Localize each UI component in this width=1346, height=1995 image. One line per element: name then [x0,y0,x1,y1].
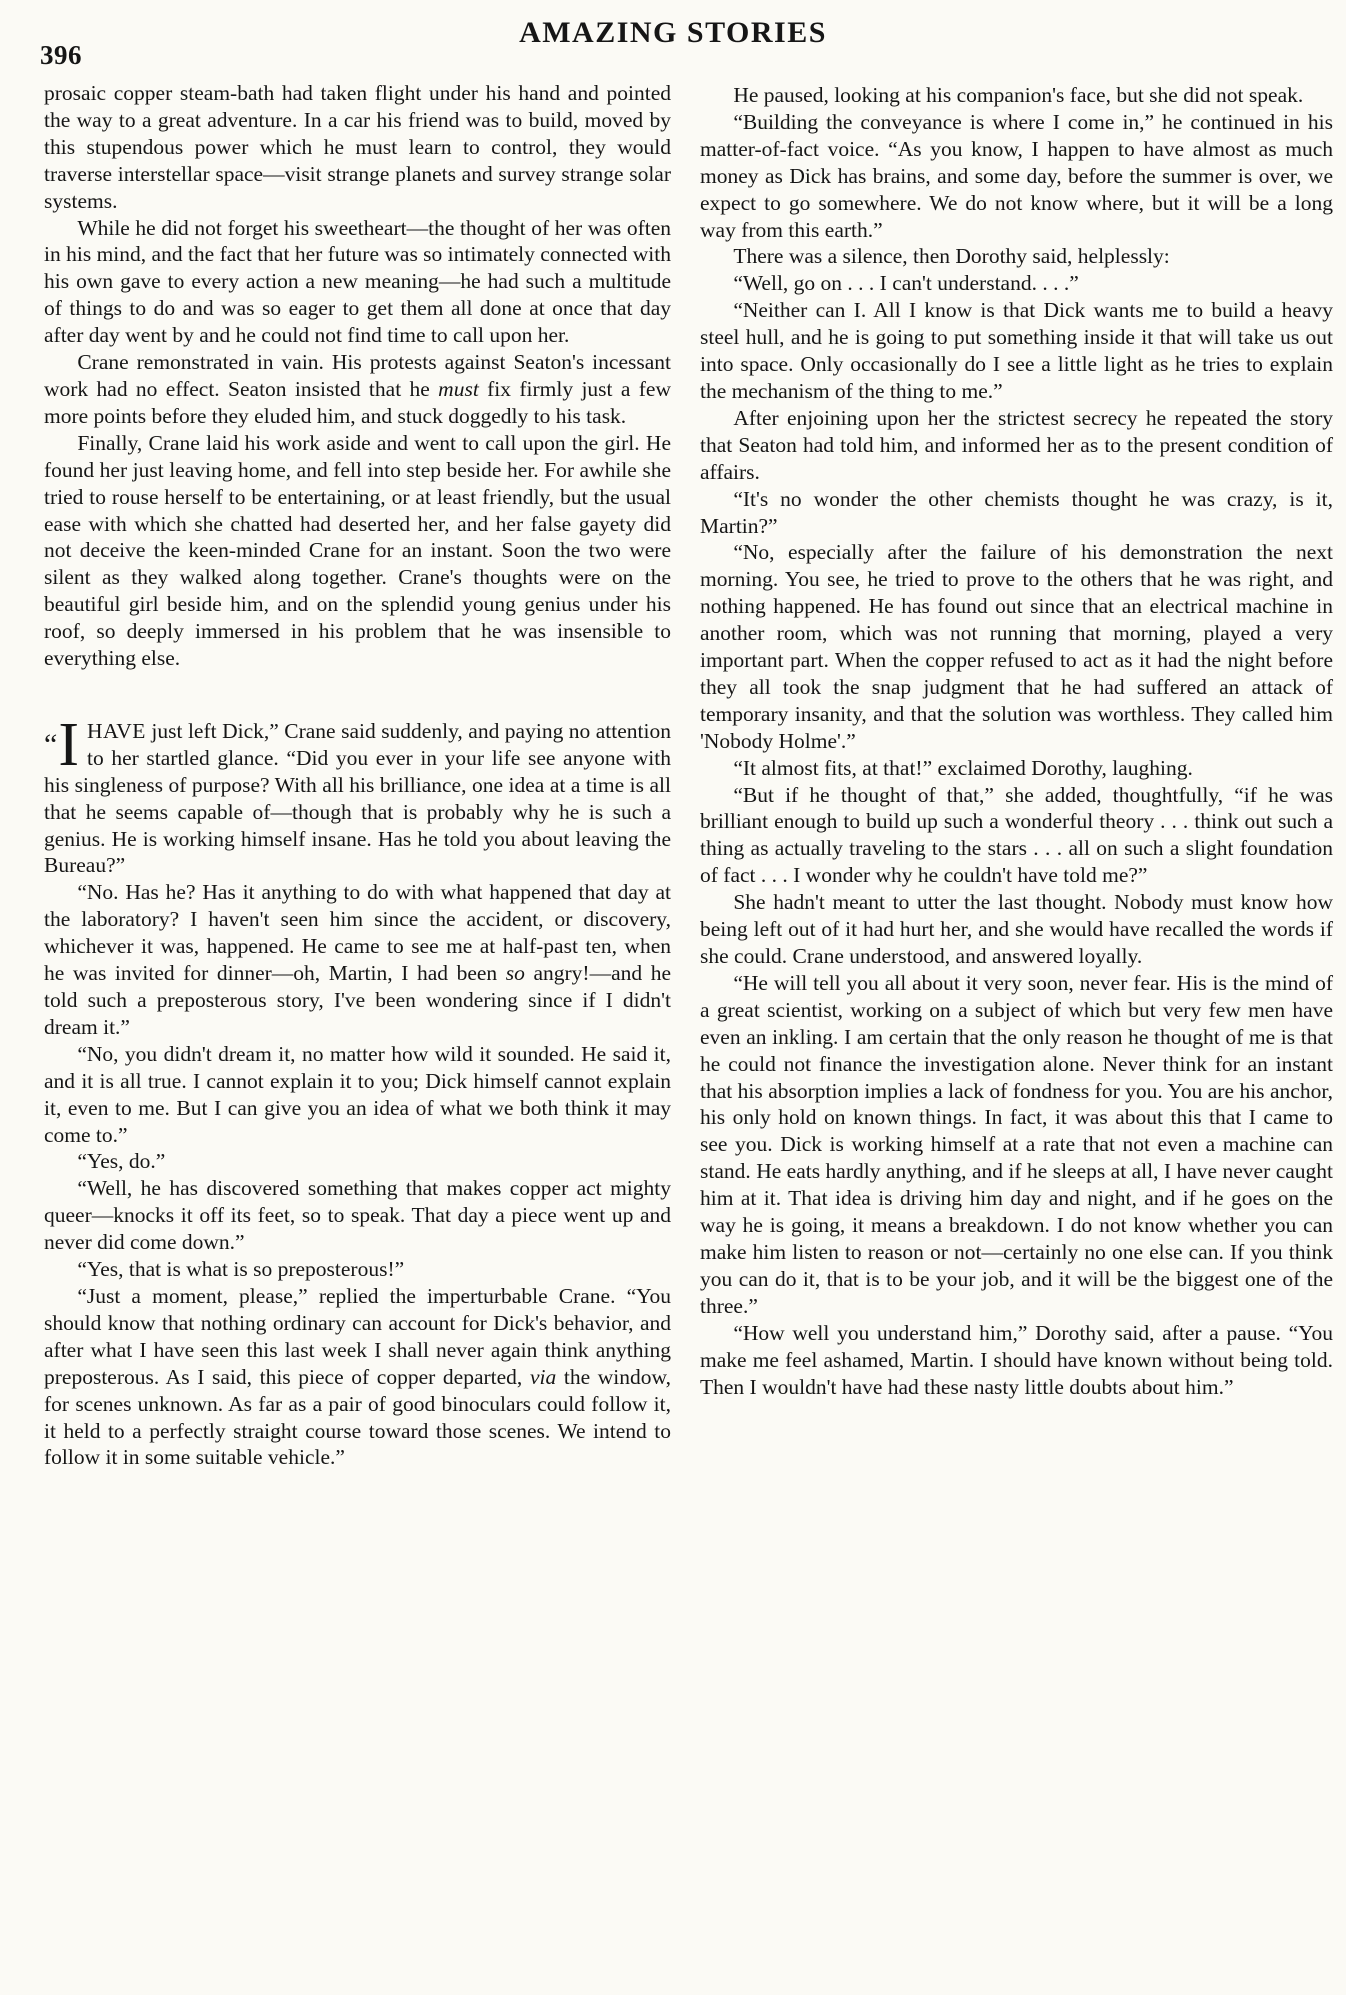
paragraph: “He will tell you all about it very soon, never fear. His is the mind of a great scientist, working on a subject of which but very few men have even an inkling. I am certain that the only reason he thought of me is that he could not finance the investigation alone. Never think for an instant that his absorption implies a lack of fondness for you. You are his anchor, his only hold on known things. In fact, it was about this that I came to see you. Dick is working himself at a rate that not even a machine can stand. He eats hardly anything, and if he sleeps at all, I have never caught him at it. That idea is driving him day and night, and if he goes on the way he is going, it means a breakdown. I do not know whether you can make him listen to reason or not—certainly no one else can. If you think you can do it, that is to be your job, and it will be the biggest one of the three.” [700,970,1333,1318]
paragraph: “Yes, that is what is so preposterous!” [77,1257,405,1282]
paragraph: “No, especially after the failure of his demonstration the next morning. You see, he tried to prove to the others that he was right, and nothing happened. He has found out since that an electrical machine in another room, which was not running that morning, played a very important part. When the copper refused to act as it had the night before they all took the snap judgment that he had suffered an attack of temporary insanity, and that the solution was worthless. They called him 'Nobody Holme'.” [700,540,1333,753]
drop-cap: “I [44,710,79,779]
paragraph: “But if he thought of that,” she added, thoughtfully, “if he was brilliant enough to build up such a wonderful theory . . . think out such a thing as actually traveling to the stars . . . all on such a slight foundation of fact . . . I wonder why he couldn't have told me?” [700,782,1333,888]
paragraph: “Building the conveyance is where I come in,” he continued in his matter-of-fact voice. “As you know, I happen to have almost as much money as Dick has brains, and some day, before the summer is over, we expect to go somewhere. We do not know where, but it will be a long way from this earth.” [700,109,1333,242]
paragraph: prosaic copper steam-bath had taken flight under his hand and pointed the way to a great adventure. In a car his friend was to build, moved by this stupendous power which he must learn to control, they would traverse interstellar space—visit strange planets and survey strange solar systems. [44,81,671,213]
paragraph: Crane remonstrated in vain. His protests against Seaton's incessant work had no effect. Seaton insisted that he must fix firmly just a few more points before they eluded him, and stuck doggedly to his task. [44,350,671,428]
page-number: 396 [40,40,82,70]
run-in-caps: HAVE [86,718,146,743]
paragraph-dropcap: “I HAVE just left Dick,” Crane said suddenly, and paying no attention to her startled glance. “Did you ever in your life see anyone with his singleness of purpose? With all his brilliance, one idea at a time is all that he seems capable of—though that is probably why he is such a genius. He is working himself insane. Has he told you about leaving the Bureau?” [44,710,671,878]
paragraph: “It's no wonder the other chemists thought he was crazy, is it, Martin?” [700,486,1333,538]
running-head: AMAZING STORIES [519,16,827,49]
emphasis: via [529,1364,557,1389]
paragraph: “Yes, do.” [77,1149,166,1174]
paragraph: “It almost fits, at that!” exclaimed Dorothy, laughing. [733,755,1193,780]
paragraph: “Well, go on . . . I can't understand. . . .” [733,271,1079,296]
left-column [44,80,671,1471]
paragraph: He paused, looking at his companion's face, but she did not speak. [733,83,1304,107]
section-break [44,672,671,718]
paragraph: She hadn't meant to utter the last thought. Nobody must know how being left out of it had hurt her, and she would have recalled the words if she could. Crane understood, and answered loyally. [700,890,1333,968]
paragraph: “Neither can I. All I know is that Dick wants me to build a heavy steel hull, and he is going to put something inside it that will take us out into space. Only occasionally do I see a little light as he tries to explain the mechanism of the thing to me.” [700,298,1333,403]
paragraph: “How well you understand him,” Dorothy said, after a pause. “You make me feel ashamed, Martin. I should have known without being told. Then I wouldn't have had these nasty little doubts about him.” [700,1320,1333,1399]
paragraph: “No. Has he? Has it anything to do with what happened that day at the laboratory? I haven't seen him since the accident, or discovery, whichever it was, happened. He came to see me at half-past ten, when he was invited for dinner—oh, Martin, I had been so angry!—and he told such a preposterous story, I've been wondering since if I didn't dream it.” [44,880,671,1039]
paragraph: Finally, Crane laid his work aside and went to call upon the girl. He found her just leaving home, and fell into step beside her. For awhile she tried to rouse herself to be entertaining, or at least friendly, but the usual ease with which she chatted had deserted her, and her false gayety did not deceive the keen-minded Crane for an instant. Soon the two were silent as they walked along together. Crane's thoughts were on the beautiful girl beside him, and on the splendid young genius under his roof, so deeply immersed in his problem that he was insensible to everything else. [44,430,671,671]
emphasis: so [505,961,525,986]
paragraph: “Well, he has discovered something that makes copper act mighty queer—knocks it off its feet, so to speak. That day a piece went up and never did come down.” [44,1176,671,1255]
paragraph: “Just a moment, please,” replied the imperturbable Crane. “You should know that nothing ordinary can account for Dick's behavior, and after what I have seen this last week I shall never again think anything preposterous. As I said, this piece of copper departed, via the window, for scenes unknown. As far as a pair of good binoculars could follow it, it held to a perfectly straight course toward those scenes. We intend to follow it in some suitable vehicle.” [44,1283,671,1470]
right-column [700,82,1333,1400]
paragraph: There was a silence, then Dorothy said, helplessly: [733,244,1170,269]
paragraph: “No, you didn't dream it, no matter how wild it sounded. He said it, and it is all true. I cannot explain it to you; Dick himself cannot explain it, even to me. But I can give you an idea of what we both think it may come to.” [44,1041,671,1147]
paragraph: While he did not forget his sweetheart—the thought of her was often in his mind, and the fact that her future was so intimately connected with his own gave to every action a new meaning—he had such a multitude of things to do and was so eager to get them all done at once that day after day went by and he could not find time to call upon her. [44,215,671,348]
emphasis: must [438,376,479,401]
paragraph: After enjoining upon her the strictest secrecy he repeated the story that Seaton had told him, and informed her as to the present condition of affairs. [700,405,1333,484]
